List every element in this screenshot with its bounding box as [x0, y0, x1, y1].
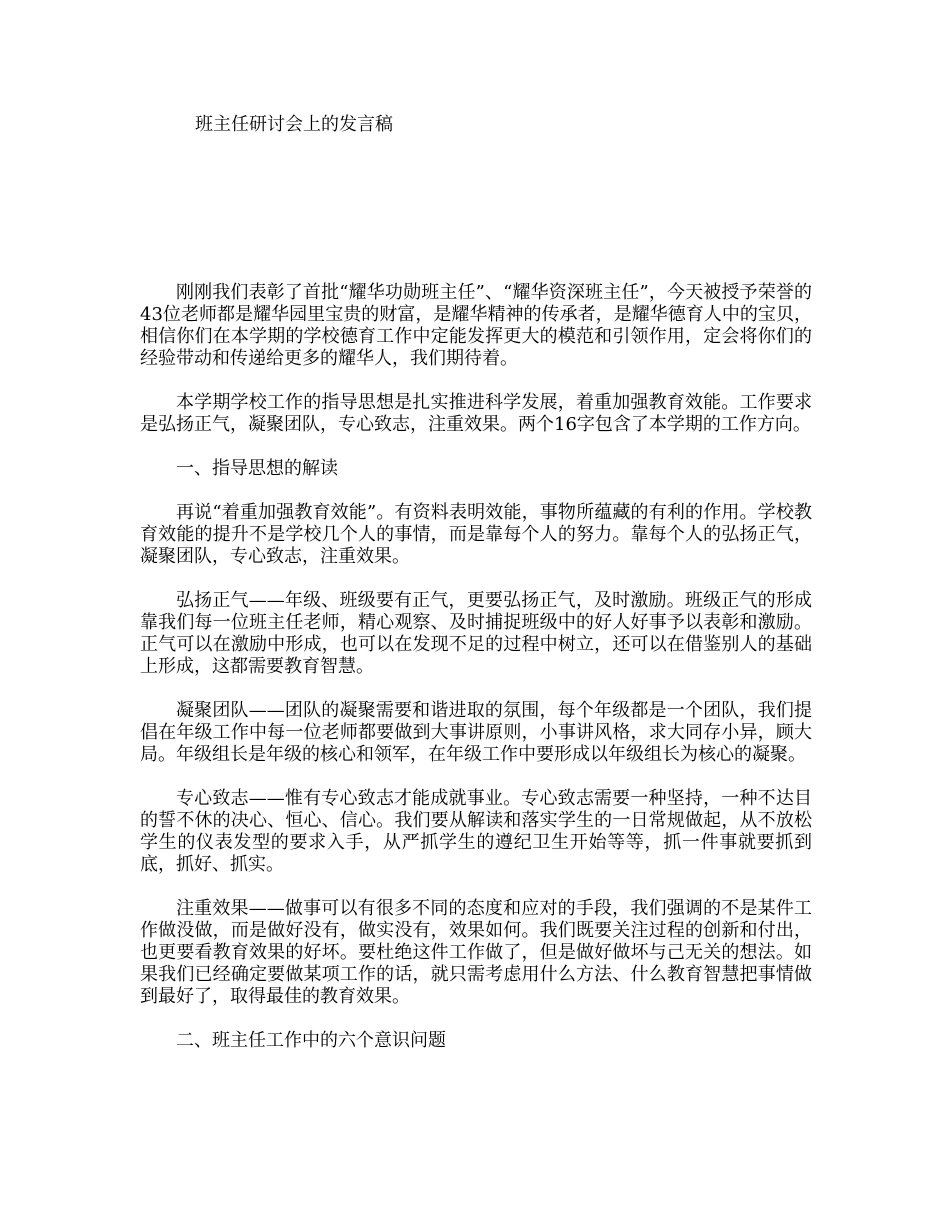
- section-heading-1: 一、指导思想的解读: [176, 458, 338, 479]
- document-title: 班主任研讨会上的发言稿: [195, 114, 393, 135]
- paragraph-concentration: 专心致志——惟有专心致志才能成就事业。专心致志需要一种坚持，一种不达目的誓不休的决心、恒心、信心。我们要从解读和落实学生的一日常规做起，从不放松学生的仪表发型的要求入手，从严抓学生的遵纪卫生开始等等，抓一件事就要抓到底，抓好、抓实。: [140, 788, 812, 875]
- section-heading-2: 二、班主任工作中的六个意识问题: [176, 1030, 446, 1051]
- paragraph-uphold-righteousness: 弘扬正气——年级、班级要有正气，更要弘扬正气，及时激励。班级正气的形成靠我们每一位班主任老师，精心观察、及时捕捉班级中的好人好事予以表彰和激励。正气可以在激励中形成，也可以在发现不足的过程中树立，还可以在借鉴别人的基础上形成，这都需要教育智慧。: [140, 590, 812, 677]
- paragraph-team-cohesion: 凝聚团队——团队的凝聚需要和谐进取的氛围，每个年级都是一个团队，我们提倡在年级工作中每一位老师都要做到大事讲原则，小事讲风格，求大同存小异，顾大局。年级组长是年级的核心和领军，在年级工作中要形成以年级组长为核心的凝聚。: [140, 700, 812, 765]
- paragraph-efficiency: 再说“着重加强教育效能”。有资料表明效能，事物所蕴藏的有利的作用。学校教育效能的提升不是学校几个人的事情，而是靠每个人的努力。靠每个人的弘扬正气，凝聚团队，专心致志，注重效果。: [140, 502, 812, 567]
- paragraph-focus-on-results: 注重效果——做事可以有很多不同的态度和应对的手段，我们强调的不是某件工作做没做，而是做好没有，做实没有，效果如何。我们既要关注过程的创新和付出，也更要看教育效果的好坏。要杜绝这件工作做了，但是做好做坏与己无关的想法。如果我们已经确定要做某项工作的话，就只需考虑用什么方法、什么教育智慧把事情做到最好了，取得最佳的教育效果。: [140, 898, 812, 1007]
- paragraph-intro: 刚刚我们表彰了首批“耀华功勋班主任”、“耀华资深班主任”，今天被授予荣誉的43位老师都是耀华园里宝贵的财富，是耀华精神的传承者，是耀华德育人中的宝贝，相信你们在本学期的学校德育工作中定能发挥更大的模范和引领作用，定会将你们的经验带动和传递给更多的耀华人，我们期待着。: [140, 282, 812, 369]
- paragraph-guiding-idea: 本学期学校工作的指导思想是扎实推进科学发展，着重加强教育效能。工作要求是弘扬正气，凝聚团队，专心致志，注重效果。两个16字包含了本学期的工作方向。: [140, 392, 812, 435]
- document-body: [140, 282, 812, 1074]
